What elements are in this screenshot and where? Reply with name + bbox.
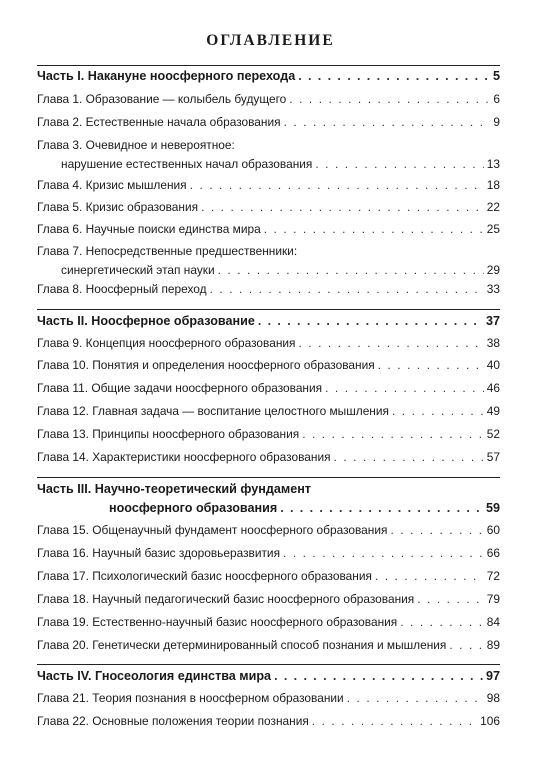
- entry-line: [37, 356, 500, 375]
- part-rule: [37, 65, 500, 66]
- entry-line: [37, 67, 500, 86]
- entry-line: [37, 198, 500, 217]
- page-number: 59: [485, 501, 500, 515]
- entry-line: [37, 448, 500, 467]
- page-number: 13: [486, 157, 500, 171]
- toc-chapter-13[interactable]: [37, 425, 500, 444]
- entry-line: [37, 499, 500, 518]
- entry-line: [37, 425, 500, 444]
- toc-part-2[interactable]: [37, 312, 500, 331]
- page-number: 25: [486, 222, 500, 236]
- part-title: Часть I. Накануне ноосферного перехода: [37, 69, 296, 83]
- dot-leader: [400, 613, 484, 632]
- toc-chapter-21[interactable]: [37, 689, 500, 708]
- entry-line: [37, 242, 500, 261]
- chapter-title: Глава 10. Понятия и определения ноосферного образования: [37, 358, 375, 372]
- dot-leader: [312, 712, 477, 731]
- page-number: 6: [493, 92, 500, 106]
- toc-chapter-7[interactable]: [37, 242, 500, 280]
- page-number: 57: [486, 450, 500, 464]
- entry-line: [37, 521, 500, 540]
- chapter-title: Глава 20. Генетически детерминированный способ познания и мышления: [37, 638, 447, 652]
- chapter-title: Глава 11. Общие задачи ноосферного образования: [37, 381, 323, 395]
- page-number: 5: [492, 69, 500, 83]
- entry-line: [37, 261, 500, 280]
- page-number: 72: [486, 569, 500, 583]
- toc-chapter-1[interactable]: [37, 90, 500, 109]
- page-number: 106: [480, 714, 500, 728]
- chapter-title-continued: нарушение естественных начал образования: [61, 157, 313, 171]
- dot-leader: [449, 636, 483, 655]
- part-title: Часть IV. Гносеология единства мира: [37, 669, 272, 683]
- dot-leader: [298, 334, 483, 353]
- toc-chapter-8[interactable]: [37, 280, 500, 299]
- dot-leader: [283, 544, 484, 563]
- dot-leader: [218, 261, 484, 280]
- chapter-title: Глава 6. Научные поиски единства мира: [37, 222, 261, 236]
- dot-leader: [280, 499, 483, 518]
- entry-line: [37, 90, 500, 109]
- chapter-title: Глава 5. Кризис образования: [37, 200, 199, 214]
- chapter-title: Глава 13. Принципы ноосферного образования: [37, 427, 300, 441]
- dot-leader: [274, 667, 483, 686]
- toc-part-1[interactable]: [37, 67, 500, 86]
- entry-line: [37, 689, 500, 708]
- toc-chapter-19[interactable]: [37, 613, 500, 632]
- chapter-title: Глава 17. Психологический базис ноосферного образования: [37, 569, 372, 583]
- dot-leader: [210, 280, 484, 299]
- chapter-title: Глава 12. Главная задача — воспитание целостного мышления: [37, 404, 389, 418]
- dot-leader: [302, 425, 484, 444]
- part-rule: [37, 477, 500, 478]
- entry-line: [37, 113, 500, 132]
- page-title: ОГЛАВЛЕНИЕ: [206, 32, 335, 49]
- toc-chapter-12[interactable]: [37, 402, 500, 421]
- chapter-title: Глава 19. Естественно-научный базис ноосферного образования: [37, 615, 398, 629]
- dot-leader: [392, 402, 484, 421]
- toc-chapter-9[interactable]: [37, 334, 500, 353]
- chapter-title-continued: синергетический этап науки: [61, 263, 215, 277]
- page-number: 18: [486, 178, 500, 192]
- entry-line: [37, 636, 500, 655]
- page-number: 52: [486, 427, 500, 441]
- entry-line: [37, 544, 500, 563]
- page-number: 84: [486, 615, 500, 629]
- entry-line: [37, 402, 500, 421]
- dot-leader: [334, 448, 484, 467]
- page-number: 97: [485, 669, 500, 683]
- toc-chapter-11[interactable]: [37, 379, 500, 398]
- toc-chapter-10[interactable]: [37, 356, 500, 375]
- chapter-title: Глава 7. Непосредственные предшественники:: [37, 244, 298, 258]
- dot-leader: [378, 356, 484, 375]
- entry-line: [37, 334, 500, 353]
- page-number: 60: [486, 523, 500, 537]
- page-number: 38: [486, 336, 500, 350]
- page-number: 37: [485, 314, 500, 328]
- toc-chapter-6[interactable]: [37, 220, 500, 239]
- chapter-title: Глава 16. Научный базис здоровьеразвития: [37, 546, 281, 560]
- chapter-title: Глава 8. Ноосферный переход: [37, 282, 207, 296]
- page-number: 29: [486, 263, 500, 277]
- chapter-title: Глава 1. Образование — колыбель будущего: [37, 92, 287, 106]
- toc-chapter-14[interactable]: [37, 448, 500, 467]
- toc-chapter-16[interactable]: [37, 544, 500, 563]
- entry-line: [37, 220, 500, 239]
- chapter-title: Глава 4. Кризис мышления: [37, 178, 187, 192]
- toc-chapter-17[interactable]: [37, 567, 500, 586]
- toc-chapter-15[interactable]: [37, 521, 500, 540]
- entry-line: [37, 155, 500, 174]
- dot-leader: [315, 155, 483, 174]
- entry-line: [37, 312, 500, 331]
- part-rule: [37, 309, 500, 310]
- toc-chapter-3[interactable]: [37, 136, 500, 174]
- dot-leader: [298, 67, 490, 86]
- toc-chapter-22[interactable]: [37, 712, 500, 731]
- page-number: 22: [486, 200, 500, 214]
- page-number: 89: [486, 638, 500, 652]
- part-rule: [37, 664, 500, 665]
- chapter-title: Глава 21. Теория познания в ноосферном образовании: [37, 691, 344, 705]
- page-number: 33: [486, 282, 500, 296]
- part-title-continued: ноосферного образования: [109, 501, 278, 515]
- dot-leader: [284, 113, 491, 132]
- page-number: 49: [486, 404, 500, 418]
- chapter-title: Глава 15. Общенаучный фундамент ноосферного образования: [37, 523, 388, 537]
- page-number: 46: [486, 381, 500, 395]
- entry-line: [37, 613, 500, 632]
- chapter-title: Глава 22. Основные положения теории познания: [37, 714, 309, 728]
- page-number: 66: [486, 546, 500, 560]
- entry-line: [37, 667, 500, 686]
- page-number: 98: [486, 691, 500, 705]
- entry-line: [37, 176, 500, 195]
- page-number: 40: [486, 358, 500, 372]
- chapter-title: Глава 2. Естественные начала образования: [37, 115, 281, 129]
- dot-leader: [347, 689, 484, 708]
- toc-chapter-4[interactable]: [37, 176, 500, 195]
- chapter-title: Глава 14. Характеристики ноосферного образования: [37, 450, 331, 464]
- entry-line: [37, 567, 500, 586]
- toc-chapter-2[interactable]: [37, 113, 500, 132]
- page-number: 79: [486, 592, 500, 606]
- dot-leader: [258, 312, 483, 331]
- page-number: 9: [493, 115, 500, 129]
- toc-chapter-20[interactable]: [37, 636, 500, 655]
- dot-leader: [375, 567, 484, 586]
- entry-line: [37, 712, 500, 731]
- toc-chapter-5[interactable]: [37, 198, 500, 217]
- entry-line: [37, 280, 500, 299]
- entry-line: [37, 379, 500, 398]
- part-title: Часть II. Ноосферное образование: [37, 314, 255, 328]
- entry-line: [37, 480, 500, 499]
- dot-leader: [264, 220, 484, 239]
- toc-chapter-18[interactable]: [37, 590, 500, 609]
- dot-leader: [190, 176, 484, 195]
- part-title: Часть III. Научно-теоретический фундамент: [37, 482, 311, 496]
- chapter-title: Глава 3. Очевидное и невероятное:: [37, 138, 235, 152]
- entry-line: [37, 136, 500, 155]
- entry-line: [37, 590, 500, 609]
- toc-part-3[interactable]: [37, 480, 500, 518]
- chapter-title: Глава 18. Научный педагогический базис ноосферного образования: [37, 592, 415, 606]
- dot-leader: [201, 198, 484, 217]
- dot-leader: [390, 521, 483, 540]
- toc-part-4[interactable]: [37, 667, 500, 686]
- chapter-title: Глава 9. Концепция ноосферного образования: [37, 336, 296, 350]
- dot-leader: [289, 90, 490, 109]
- dot-leader: [417, 590, 484, 609]
- dot-leader: [325, 379, 484, 398]
